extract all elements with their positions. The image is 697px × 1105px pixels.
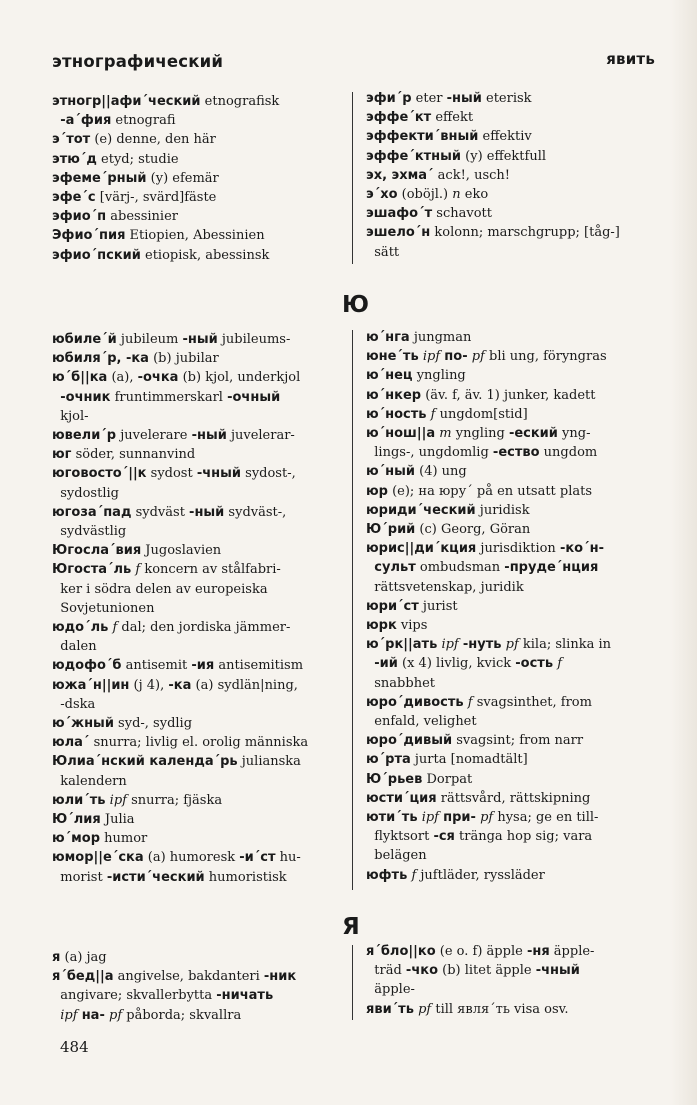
dictionary-entry-line: юдо´ль f dal; den jordiska jämmer- [52, 620, 291, 636]
dictionary-entry-line: sydvästlig [52, 524, 127, 540]
dictionary-entry-line: ker i södra delen av europeiska [52, 581, 268, 597]
dictionary-entry-line: ю´рк||ать ipf -нуть pf kila; slinka in [366, 637, 612, 653]
dictionary-entry-line: enfald, velighet [366, 714, 477, 730]
dictionary-entry-line: яви´ть pf till явля´ть visa osv. [366, 1001, 569, 1017]
dictionary-entry-line: я´бло||ко (e o. f) äpple -ня äpple- [366, 944, 595, 959]
dictionary-entry-line: юли´ть ipf snurra; fjäska [52, 792, 223, 808]
running-header-right: явить [606, 50, 655, 68]
dictionary-entry-line: äpple- [366, 982, 415, 998]
dictionary-entry-line: ю´нкер (äv. f, äv. 1) junker, kadett [366, 387, 596, 403]
dictionary-entry-line: эффекти´вный effektiv [366, 129, 532, 145]
dictionary-entry-line: Югосла´вия Jugoslavien [52, 543, 222, 559]
dictionary-entry-line: ю´мор humor [52, 831, 148, 847]
dictionary-entry-line: -dska [52, 696, 96, 712]
entries-top-left [52, 92, 342, 265]
dictionary-entry-line: Ю´лия Julia [52, 812, 135, 828]
dictionary-entry-line: юдофо´б antisemit -ия antisemitism [52, 658, 304, 674]
dictionary-entry-line: ю´жный syd-, sydlig [52, 716, 193, 732]
entries-ya-left [52, 948, 347, 1025]
page-edge-shadow [671, 0, 697, 1105]
column-divider [352, 92, 353, 264]
dictionary-entry-line: morist -исти´ческий humoristisk [52, 869, 287, 885]
dictionary-entry-line: я´бед||а angivelse, bakdanteri -ник [52, 969, 297, 985]
dictionary-entry-line: snabbhet [366, 675, 435, 691]
dictionary-entry-line: эффе´ктный (y) effektfull [366, 148, 547, 164]
dictionary-entry-line: сульт ombudsman -пруде´нция [374, 560, 599, 576]
dictionary-entry-line: югоза´пад sydväst -ный sydväst-, [52, 504, 287, 520]
dictionary-entry-line: эффе´кт effekt [366, 110, 474, 126]
dictionary-entry-line: ю´нга jungman [366, 330, 472, 345]
dictionary-entry-line: юговосто´||к sydost -чный sydost-, [52, 466, 296, 482]
dictionary-entry-line: юбиле´й jubileum -ный jubileums- [52, 332, 291, 347]
dictionary-entry-line: sydostlig [52, 485, 119, 501]
dictionary-entry-line: юрк vips [366, 618, 428, 634]
dictionary-entry-line: ю´нош||а m yngling -еский yng- [366, 426, 591, 442]
dictionary-entry-line: эфе´с [värj-, svärd]fäste [52, 190, 217, 206]
dictionary-entry-line: юро´дивый svagsint; from narr [366, 733, 584, 749]
column-divider [352, 945, 353, 1020]
section-heading-yu: Ю [342, 292, 369, 318]
dictionary-entry-line: юри´ст jurist [366, 598, 458, 614]
dictionary-entry-line: юла´ snurra; livlig el. orolig människa [52, 735, 309, 751]
dictionary-entry-line: sätt [366, 244, 400, 260]
dictionary-entry-line: Ю´рий (c) Georg, Göran [366, 522, 531, 538]
dictionary-entry-line: ювели´р juvelerare -ный juvelerar- [52, 428, 295, 444]
dictionary-entry-line: юр (e); на юру´ på en utsatt plats [366, 483, 593, 499]
dictionary-entry-line: kjol- [52, 408, 89, 424]
dictionary-entry-line: эшафо´т schavott [366, 206, 492, 222]
dictionary-entry-line: angivare; skvallerbytta -ничать [52, 988, 274, 1004]
dictionary-entry-line: Ю´рьев Dorpat [366, 771, 473, 787]
dictionary-entry-line: этю´д etyd; studie [52, 151, 179, 167]
entries-ya-right [366, 942, 658, 1019]
dictionary-entry-line: lings-, ungdomlig -ество ungdom [366, 445, 598, 461]
dictionary-entry-line: юро´дивость f svagsinthet, from [366, 694, 592, 710]
dictionary-entry-line: -ий (x 4) livlig, kvick -ость f [374, 656, 563, 672]
section-heading-ya: Я [342, 914, 360, 940]
dictionary-entry-line: юсти´ция rättsvård, rättskipning [366, 790, 591, 806]
dictionary-entry-line: юне´ть ipf по- pf bli ung, föryngras [366, 349, 607, 365]
dictionary-entry-line: Югоста´ль f koncern av stålfabri- [52, 562, 281, 578]
dictionary-entry-line: этногр||афи´ческий etnografisk [52, 94, 280, 109]
dictionary-entry-line: Юлиа´нский календа´рь julianska [52, 754, 301, 770]
running-header-left: этнографический [52, 52, 224, 71]
dictionary-entry-line: эфеме´рный (y) efemär [52, 170, 219, 186]
dictionary-entry-line: träd -чко (b) litet äpple -чный [366, 963, 580, 979]
dictionary-entry-line: юрис||ди´кция jurisdiktion -ко´н- [366, 541, 604, 557]
dictionary-entry-line: -очник fruntimmerskarl -очный [60, 389, 281, 405]
dictionary-entry-line: юриди´ческий juridisk [366, 502, 530, 518]
dictionary-entry-line: ipf на- pf påborda; skvallra [60, 1007, 242, 1023]
dictionary-entry-line: ю´ность f ungdom[stid] [366, 406, 528, 422]
dictionary-entry-line: эфио´пский etiopisk, abessinsk [52, 247, 270, 263]
dictionary-entry-line: эфи´р eter -ный eterisk [366, 91, 532, 106]
page-number: 484 [60, 1038, 89, 1056]
dictionary-entry-line: эшело´н kolonn; marschgrupp; [tåg-] [366, 225, 620, 241]
dictionary-entry-line: э´хо (oböjl.) n eko [366, 187, 489, 203]
dictionary-entry-line: э´тот (e) denne, den här [52, 132, 216, 148]
dictionary-entry-line: ю´б||ка (a), -очка (b) kjol, underkjol [52, 370, 301, 386]
dictionary-entry-line: kalendern [52, 773, 127, 789]
dictionary-entry-line: ю´нец yngling [366, 368, 466, 384]
entries-yu-right [366, 328, 658, 885]
dictionary-entry-line: юмор||е´ска (a) humoresk -и´ст hu- [52, 850, 301, 866]
dictionary-entry-line: dalen [52, 639, 97, 655]
column-divider [352, 330, 353, 890]
dictionary-entry-line: юг söder, sunnanvind [52, 447, 196, 463]
dictionary-entry-line: юфть f juftläder, ryssläder [366, 867, 545, 883]
entries-top-right [366, 89, 658, 262]
dictionary-entry-line: flyktsort -ся tränga hop sig; vara [366, 829, 593, 845]
dictionary-entry-line: Эфио´пия Etiopien, Abessinien [52, 228, 265, 244]
dictionary-entry-line: Sovjetunionen [52, 600, 155, 616]
dictionary-entry-line: belägen [366, 848, 427, 864]
dictionary-entry-line: юбиля´р, -ка (b) jubilar [52, 351, 219, 367]
dictionary-entry-line: -а´фия etnografi [60, 113, 176, 129]
dictionary-entry-line: юти´ть ipf при- pf hysa; ge en till- [366, 810, 599, 826]
dictionary-entry-line: южа´н||ин (j 4), -ка (a) sydlän|ning, [52, 677, 298, 693]
dictionary-entry-line: ю´ный (4) ung [366, 464, 467, 480]
dictionary-entry-line: rättsvetenskap, juridik [366, 579, 524, 595]
dictionary-entry-line: ю´рта jurta [nomadtält] [366, 752, 528, 768]
entries-yu-left [52, 330, 347, 887]
dictionary-entry-line: эх, эхма´ ack!, usch! [366, 167, 510, 183]
dictionary-entry-line: я (a) jag [52, 950, 107, 965]
dictionary-entry-line: эфио´п abessinier [52, 209, 178, 225]
